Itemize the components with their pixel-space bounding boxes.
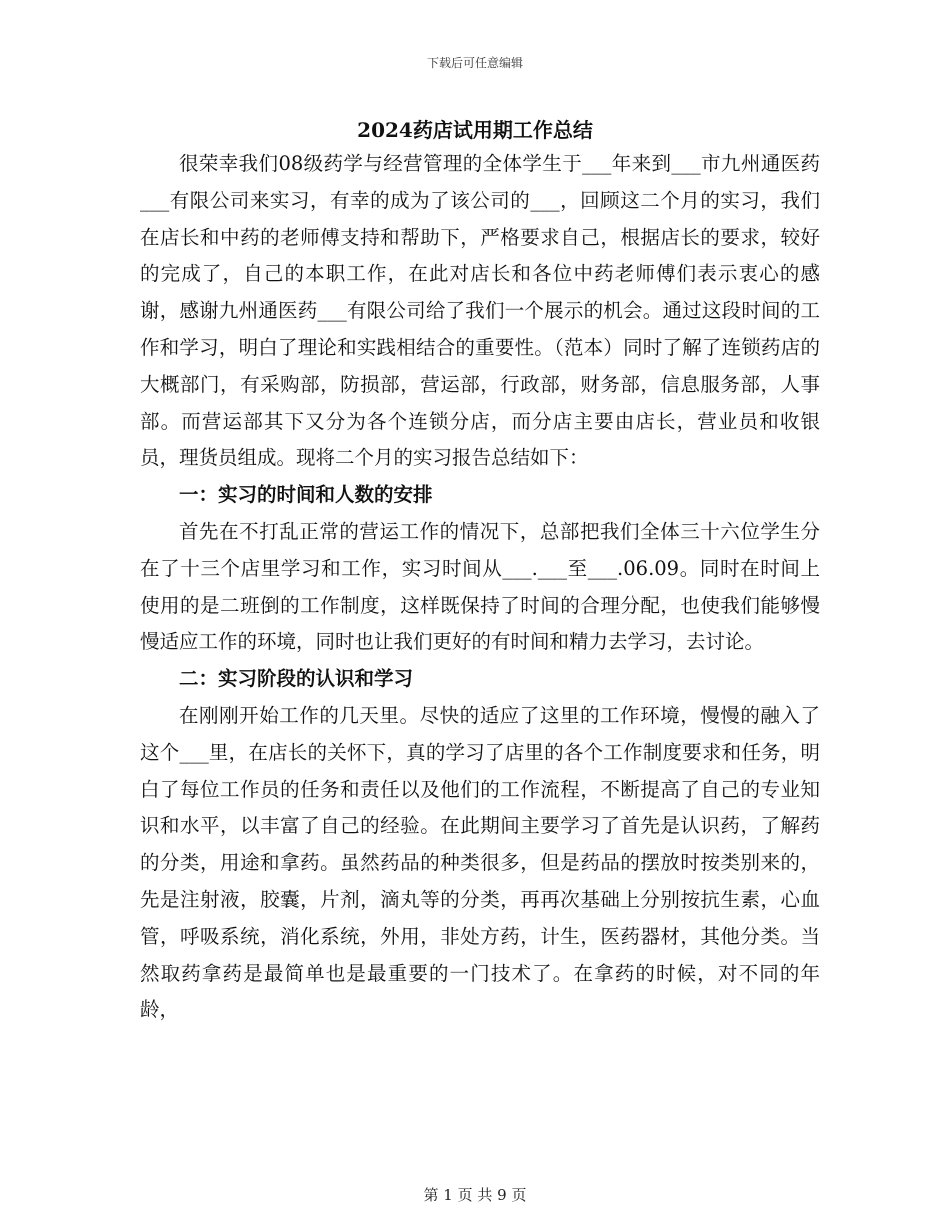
page-footer: 第 1 页 共 9 页 [423, 1186, 527, 1204]
body-paragraph-learning: 在刚刚开始工作的几天里。尽快的适应了这里的工作环境，慢慢的融入了这个___里，在店长的关怀下，真的学习了店里的各个工作制度要求和任务，明白了每位工作员的任务和责任以及他们的工作流程，不断提高了自己的专业知识和水平，以丰富了自己的经验。在此期间主要学习了首先是认识药，了解药的分类，用途和拿药。虽然药品的种类很多，但是药品的摆放时按类别来的，先是注射液，胶囊，片剂，滴丸等的分类，再再次基础上分别按抗生素，心血管，呼吸系统，消化系统，外用，非处方药，计生，医药器材，其他分类。当然取药拿药是最简单也是最重要的一门技术了。在拿药的时候，对不同的年龄， [140, 703, 820, 1022]
section-heading-learning: 二：实习阶段的认识和学习 [179, 667, 414, 691]
document-title: 2024药店试用期工作总结 [357, 118, 593, 142]
document-body [140, 146, 820, 1029]
body-paragraph-schedule: 首先在不打乱正常的营运工作的情况下，总部把我们全体三十六位学生分在了十三个店里学习和工作，实习时间从___.___至___.06.09。同时在时间上使用的是二班倒的工作制度，这样既保持了时间的合理分配，也使我们能够慢慢适应工作的环境，同时也让我们更好的有时间和精力去学习，去讨论。 [140, 519, 820, 654]
body-paragraph-intro: 很荣幸我们08级药学与经营管理的全体学生于___年来到___市九州通医药___有限公司来实习，有幸的成为了该公司的___，回顾这二个月的实习，我们在店长和中药的老师傅支持和帮助下，严格要求自己，根据店长的要求，较好的完成了，自己的本职工作，在此对店长和各位中药老师傅们表示衷心的感谢，感谢九州通医药___有限公司给了我们一个展示的机会。通过这段时间的工作和学习，明白了理论和实践相结合的重要性。（范本）同时了解了连锁药店的大概部门，有采购部，防损部，营运部，行政部，财务部，信息服务部，人事部。而营运部其下又分为各个连锁分店，而分店主要由店长，营业员和收银员，理货员组成。现将二个月的实习报告总结如下： [140, 152, 820, 470]
section-heading-schedule: 一：实习的时间和人数的安排 [179, 483, 433, 507]
header-note: 下载后可任意编辑 [426, 56, 523, 70]
